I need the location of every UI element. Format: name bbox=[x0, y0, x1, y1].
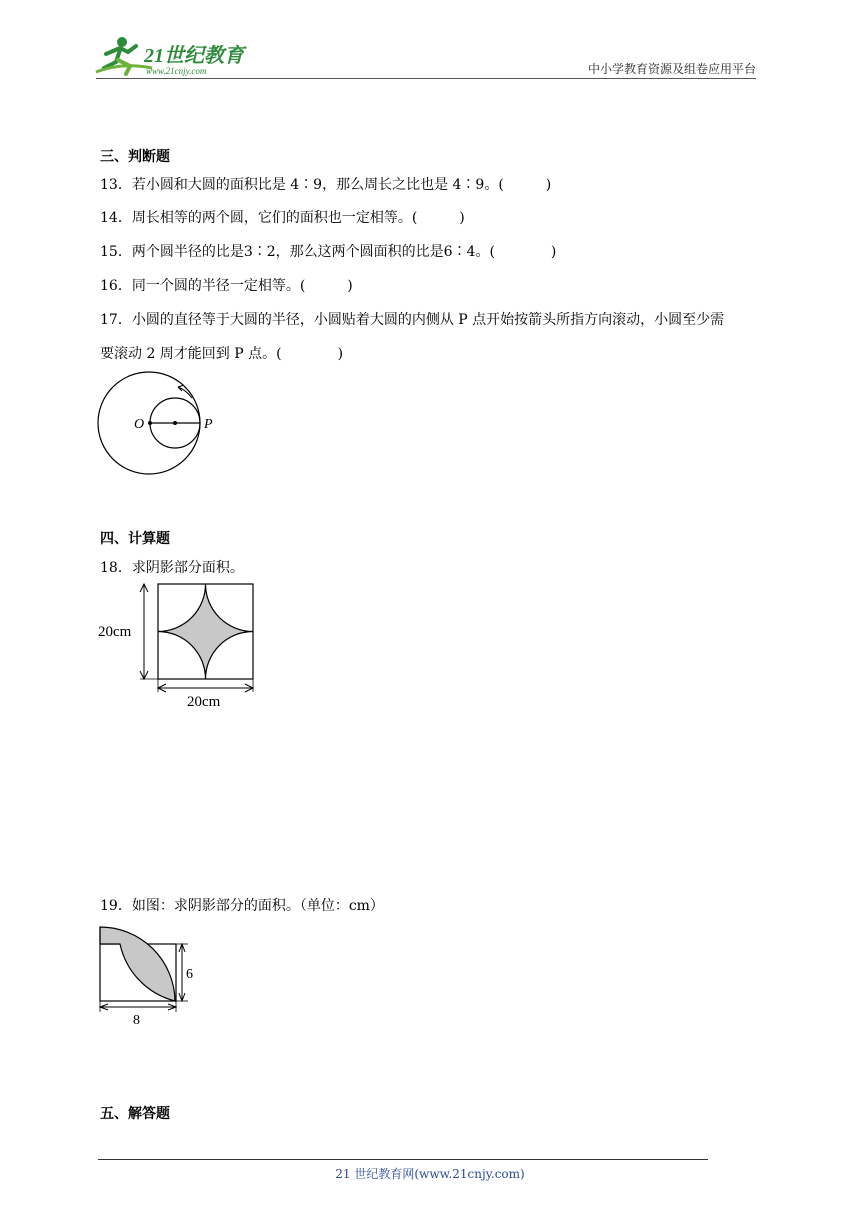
figure-18 bbox=[96, 580, 266, 710]
logo-url: www.21cnjy.com bbox=[146, 66, 207, 76]
point-o bbox=[148, 421, 152, 425]
question-14: 14．周长相等的两个圆，它们的面积也一定相等。( ) bbox=[100, 210, 465, 226]
side-label: 20cm bbox=[98, 624, 132, 640]
question-19: 19．如图：求阴影部分的面积。（单位：cm） bbox=[100, 898, 384, 914]
small-center-point bbox=[173, 421, 177, 425]
width-label: 8 bbox=[133, 1013, 140, 1028]
site-name: 中小学教育资源及组卷应用平台 bbox=[587, 62, 756, 76]
question-15: 15．两个圆半径的比是3∶2，那么这两个圆面积的比是6∶4。( ) bbox=[100, 244, 557, 260]
question-17-line-2: 要滚动 2 周才能回到 P 点。( ) bbox=[100, 346, 344, 362]
section-title-judge: 三、判断题 bbox=[100, 149, 170, 165]
question-17-line-1: 17．小圆的直径等于大圆的半径，小圆贴着大圆的内侧从 P 点开始按箭头所指方向滚动，小圆至少需 bbox=[100, 312, 725, 328]
section-title-answer: 五、解答题 bbox=[100, 1106, 170, 1122]
footer-divider bbox=[98, 1159, 708, 1160]
figure-19 bbox=[96, 922, 206, 1030]
question-16: 16．同一个圆的半径一定相等。( ) bbox=[100, 278, 353, 294]
bottom-label: 20cm bbox=[187, 694, 221, 710]
runner-logo-icon bbox=[92, 32, 262, 78]
site-logo bbox=[92, 32, 262, 78]
section-title-calc: 四、计算题 bbox=[100, 531, 170, 547]
question-13: 13．若小圆和大圆的面积比是 4∶9，那么周长之比也是 4∶9。( ) bbox=[100, 177, 552, 193]
footer-link[interactable]: 21 世纪教育网(www.21cnjy.com) bbox=[335, 1167, 525, 1181]
figure-17 bbox=[96, 370, 236, 480]
header-divider bbox=[96, 78, 756, 79]
logo-title: 21世纪教育 bbox=[144, 45, 244, 67]
label-p: P bbox=[204, 417, 213, 432]
label-o: O bbox=[134, 417, 145, 432]
question-18: 18．求阴影部分面积。 bbox=[100, 560, 244, 576]
height-label: 6 bbox=[186, 967, 193, 982]
